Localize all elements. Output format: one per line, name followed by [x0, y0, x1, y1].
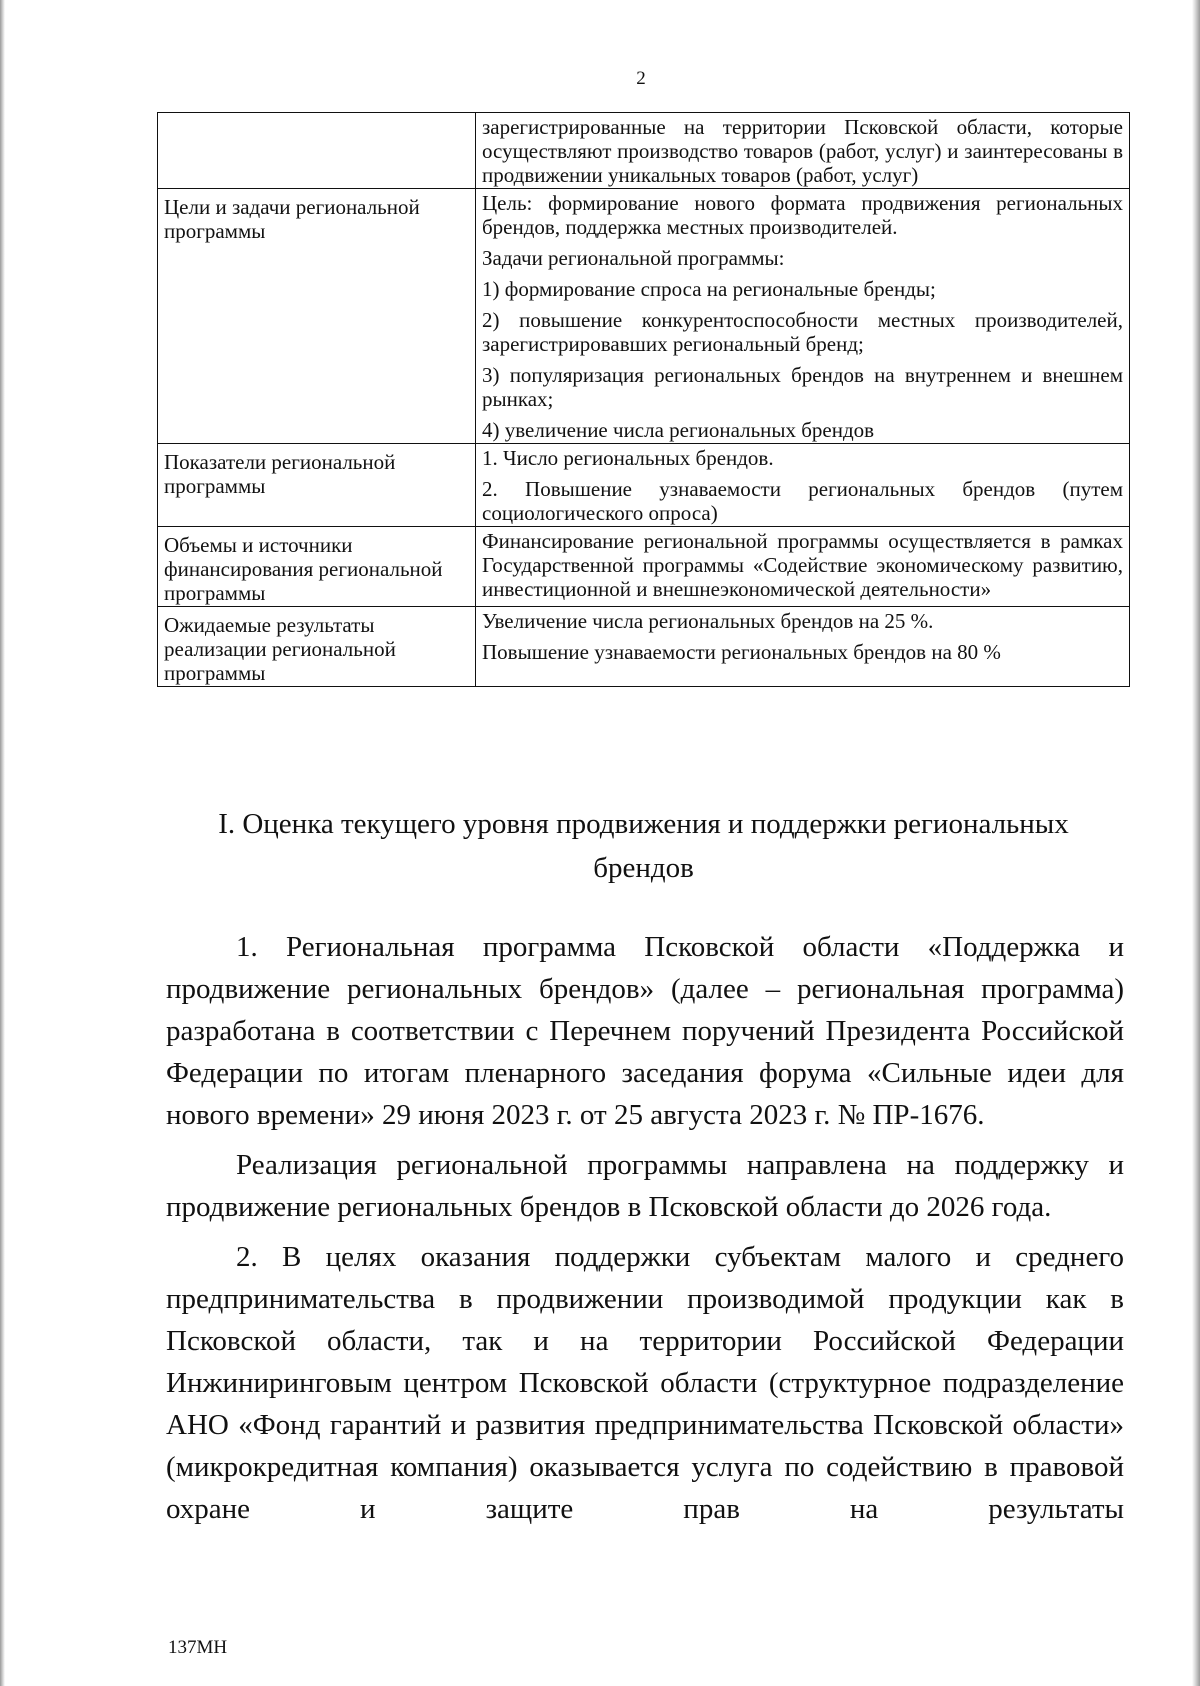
row-paragraph: 4) увеличение числа региональных брендов — [482, 418, 875, 442]
section-heading-line: I. Оценка текущего уровня продвижения и поддержки региональных — [218, 808, 1069, 840]
row-paragraph: Задачи региональной программы: — [482, 246, 785, 270]
section-heading — [157, 802, 1130, 890]
row-content — [476, 607, 1130, 687]
row-paragraph: 1. Число региональных брендов. — [482, 446, 774, 470]
table-row — [158, 113, 1130, 189]
row-content — [476, 444, 1130, 527]
row-paragraph: зарегистрированные на территории Псковской области, которые осуществляют производство товаров (работ, услуг) и заинтересованы в продвижении уникальных товаров (работ, услуг) — [482, 115, 1123, 187]
row-paragraph: 3) популяризация региональных брендов на внутреннем и внешнем рынках; — [482, 363, 1123, 411]
scan-edge-left — [0, 0, 5, 1686]
table-row — [158, 527, 1130, 607]
row-label: Объемы и источники финансирования региональной программы — [158, 527, 476, 607]
table-row — [158, 444, 1130, 527]
scan-edge-right — [1192, 0, 1200, 1686]
row-paragraph: Повышение узнаваемости региональных брендов на 80 % — [482, 640, 1001, 664]
row-label: Цели и задачи региональной программы — [158, 189, 476, 444]
row-label: Ожидаемые результаты реализации региональной программы — [158, 607, 476, 687]
row-label: Показатели региональной программы — [158, 444, 476, 527]
row-paragraph: 2) повышение конкурентоспособности местных производителей, зарегистрировавших региональный бренд; — [482, 308, 1123, 356]
row-paragraph: Финансирование региональной программы осуществляется в рамках Государственной программы «Содействие экономическому развитию, инвестиционной и внешнеэкономической деятельности» — [482, 529, 1123, 601]
program-passport-table — [157, 112, 1130, 687]
document-code: 137МН — [168, 1637, 228, 1658]
row-content — [476, 189, 1130, 444]
section-heading-line: брендов — [593, 852, 694, 884]
row-paragraph: Увеличение числа региональных брендов на 25 %. — [482, 609, 934, 633]
page-number: 2 — [636, 68, 646, 89]
body-paragraph: Реализация региональной программы направлена на поддержку и продвижение региональных брендов в Псковской области до 2026 года. — [166, 1149, 1124, 1223]
row-paragraph: 1) формирование спроса на региональные бренды; — [482, 277, 936, 301]
row-paragraph: Цель: формирование нового формата продвижения региональных брендов, поддержка местных производителей. — [482, 191, 1123, 239]
section-body — [166, 926, 1124, 1538]
row-content — [476, 113, 1130, 189]
body-paragraph: 2. В целях оказания поддержки субъектам малого и среднего предпринимательства в продвижении производимой продукции как в Псковской области, так и на территории Российской Федерации Инжиниринговым центром Псковской области (структурное подразделение АНО «Фонд гарантий и развития предпринимательства Псковской области» (микрокредитная компания) оказывается услуга по содействию в правовой охране и защите прав на результаты — [166, 1241, 1124, 1525]
table-row — [158, 607, 1130, 687]
row-content — [476, 527, 1130, 607]
body-paragraph: 1. Региональная программа Псковской области «Поддержка и продвижение региональных брендов» (далее – региональная программа) разработана в соответствии с Перечнем поручений Президента Российской Федерации по итогам пленарного заседания форума «Сильные идеи для нового времени» 29 июня 2023 г. от 25 августа 2023 г. № ПР-1676. — [166, 931, 1124, 1131]
row-paragraph: 2. Повышение узнаваемости региональных брендов (путем социологического опроса) — [482, 477, 1123, 525]
row-label — [158, 113, 476, 189]
table-row — [158, 189, 1130, 444]
